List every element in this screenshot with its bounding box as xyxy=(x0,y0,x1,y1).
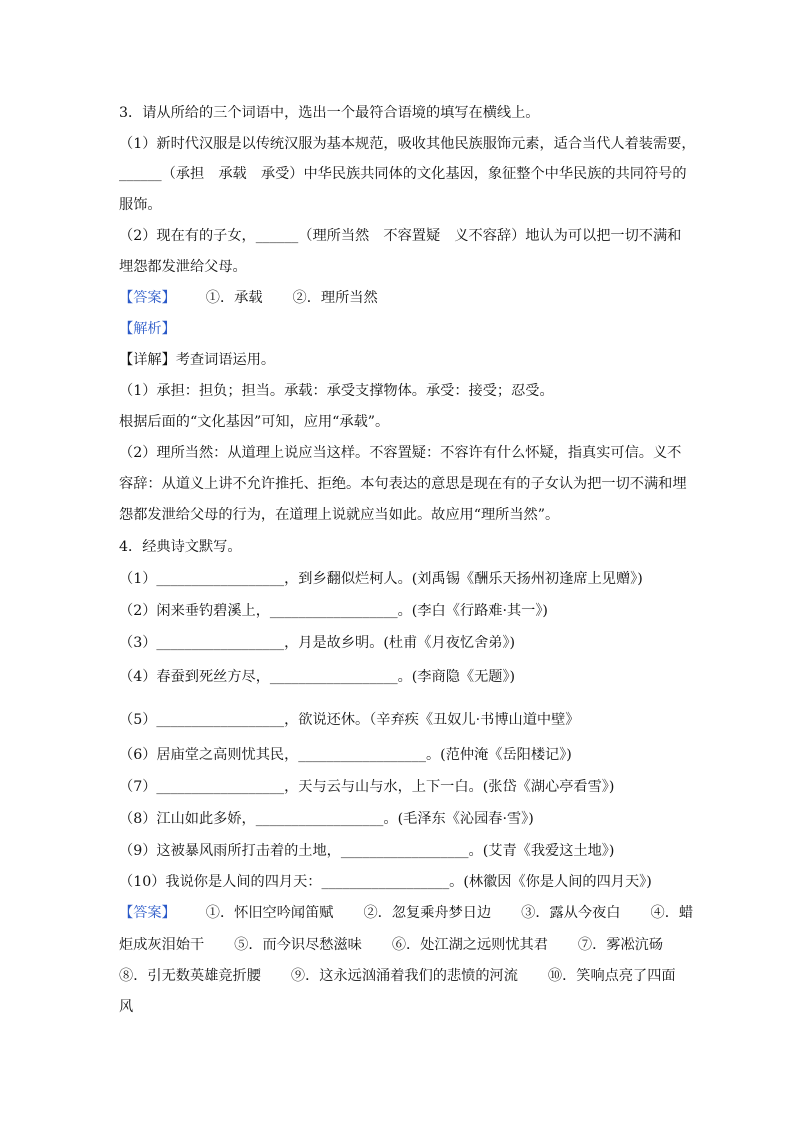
q3-prompt: 3．请从所给的三个词语中，选出一个最符合语境的填写在横线上。 xyxy=(119,105,540,121)
q4-answer-line-1 xyxy=(119,903,693,923)
q4-answer-3: ③．露从今夜白 xyxy=(521,905,621,921)
detail-tag: 【详解】 xyxy=(119,352,176,368)
detail-line xyxy=(119,350,275,370)
detail-text-line: 怨都发泄给父母的行为，在道理上说就应当如此。故应用“理所当然”。 xyxy=(119,507,560,523)
q4-item: （4）春蚕到死丝方尽，__________________。(李商隐《无题》) xyxy=(119,669,516,685)
q4-answer-1: ①．怀旧空吟闻笛赋 xyxy=(205,905,334,921)
q3-item2-line1: （2）现在有的子女，______（理所当然 不容置疑 义不容辞）地认为可以把一切不满和 xyxy=(119,228,682,244)
q3-answer-2: ②．理所当然 xyxy=(292,290,378,306)
q3-item1-line3: 服饰。 xyxy=(119,197,162,213)
q4-answer-10-tail: 风 xyxy=(119,999,134,1015)
q4-answer-4a: ④．蜡 xyxy=(650,905,694,921)
q4-item: （3）__________________，月是故乡明。(杜甫《月夜忆舍弟》) xyxy=(119,635,516,651)
q4-item: （5）__________________，欲说还休。（辛弃疾《丑奴儿·书博山道中壁》 xyxy=(119,712,580,728)
q4-answer-6: ⑥．处江湖之远则忧其君 xyxy=(391,937,548,953)
detail-intro: 考查词语运用。 xyxy=(175,352,276,368)
q4-answer-7: ⑦．雾凇沆砀 xyxy=(577,937,664,953)
q4-answer-line-2 xyxy=(119,935,663,955)
q4-answer-line-3 xyxy=(119,966,676,986)
q4-item: （2）闲来垂钓碧溪上，__________________。(李白《行路难·其一》) xyxy=(119,603,548,619)
q4-answer-10: ⑩．笑响点亮了四面 xyxy=(547,968,676,984)
q3-item1-line1: （1）新时代汉服是以传统汉服为基本规范，吸收其他民族服饰元素，适合当代人着装需要， xyxy=(119,136,696,152)
q4-item: （10）我说你是人间的四月天：__________________。(林徽因《你是人间的四月天》) xyxy=(119,874,652,890)
detail-text-line: （1）承担：担负；担当。承载：承受支撑物体。承受：接受；忍受。 xyxy=(119,383,554,399)
q4-answer-8: ⑧．引无数英雄竞折腰 xyxy=(119,968,261,984)
detail-text-line: 容辞：从道义上讲不允许推托、拒绝。本句表达的意思是现在有的子女认为把一切不满和埋 xyxy=(119,476,687,492)
answer-tag: 【答案】 xyxy=(119,290,176,306)
q4-item: （1）__________________，到乡翻似烂柯人。(刘禹锡《酬乐天扬州初逢席上见赠》) xyxy=(119,571,643,587)
detail-text-line: 根据后面的“文化基因”可知，应用“承载”。 xyxy=(119,414,390,430)
q4-answer-9: ⑨．这永远汹涌着我们的悲愤的河流 xyxy=(290,968,518,984)
q4-item: （9）这被暴风雨所打击着的土地，__________________。(艾青《我爱这土地》) xyxy=(119,843,615,859)
detail-text-line: （2）理所当然：从道理上说应当这样。不容置疑：不容许有什么怀疑，指真实可信。义不 xyxy=(119,445,682,461)
q4-item: （6）居庙堂之高则忧其民，__________________。(范仲淹《岳阳楼记》) xyxy=(119,747,572,763)
q3-answer-line xyxy=(119,288,378,308)
q4-item: （7）__________________，天与云与山与水，上下一白。(张岱《湖心亭看雪》) xyxy=(119,779,615,795)
answer-tag: 【答案】 xyxy=(119,905,176,921)
q4-answer-5: ⑤．而今识尽愁滋味 xyxy=(234,937,362,953)
q4-prompt: 4．经典诗文默写。 xyxy=(119,539,242,555)
q4-answer-2: ②．忽复乘舟梦日边 xyxy=(363,905,492,921)
analysis-tag: 【解析】 xyxy=(119,321,176,337)
q3-answer-1: ①．承载 xyxy=(205,290,263,306)
q3-item1-line2: ______（承担 承载 承受）中华民族共同体的文化基因，象征整个中华民族的共同符号的 xyxy=(119,166,687,182)
q3-item2-line2: 埋怨都发泄给父母。 xyxy=(119,259,247,275)
q4-answer-4: 炬成灰泪始干 xyxy=(119,937,205,953)
q4-item: （8）江山如此多娇，__________________。(毛泽东《沁园春·雪》) xyxy=(119,811,534,827)
